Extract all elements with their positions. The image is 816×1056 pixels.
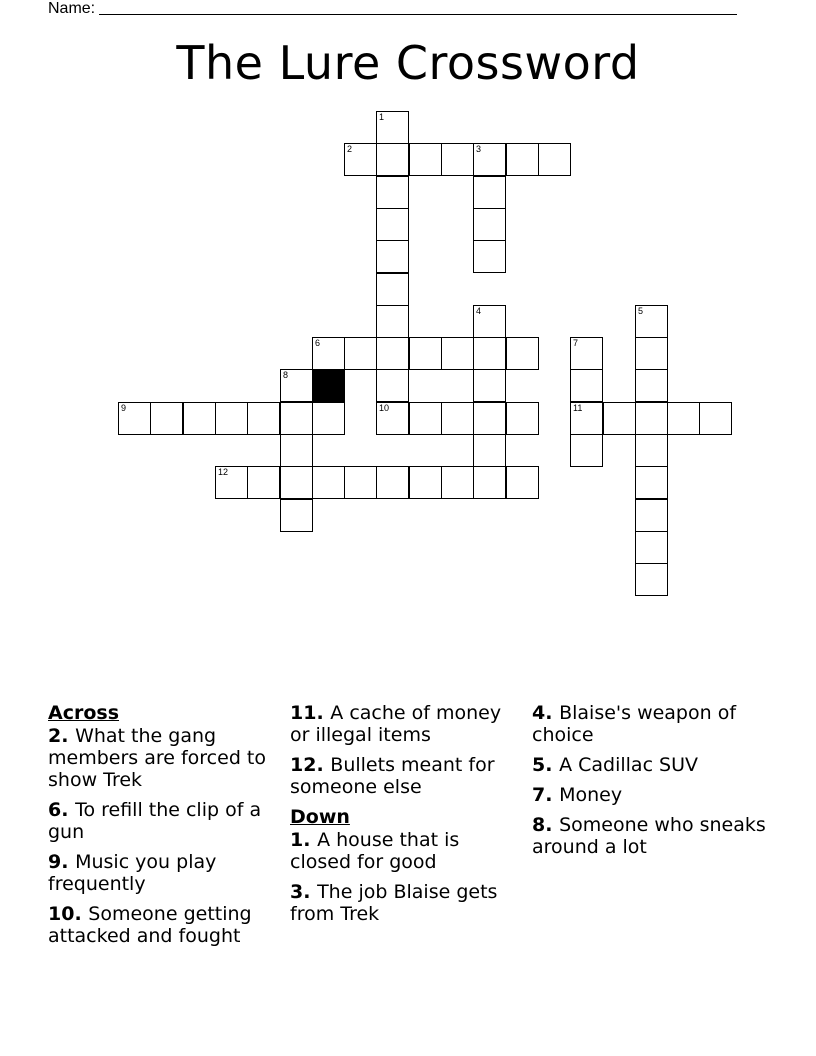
clue-item <box>290 702 526 746</box>
grid-cell[interactable] <box>473 176 506 209</box>
clue-number-dot: . <box>316 754 331 776</box>
grid-cell[interactable] <box>409 143 442 176</box>
grid-cell[interactable] <box>280 434 313 467</box>
grid-cell[interactable] <box>441 337 474 370</box>
grid-cell[interactable] <box>473 337 506 370</box>
clue-text: Someone who sneaks around a lot <box>532 814 766 858</box>
grid-cell[interactable] <box>376 208 409 241</box>
grid-cell[interactable] <box>150 402 183 435</box>
clue-number-dot: . <box>61 799 76 821</box>
grid-cell[interactable] <box>441 143 474 176</box>
clue-item <box>290 881 526 925</box>
grid-cell[interactable] <box>570 337 603 370</box>
grid-cell[interactable] <box>473 402 506 435</box>
cell-number: 7 <box>573 338 579 348</box>
clue-number: 10 <box>48 903 75 925</box>
clue-item <box>532 754 768 776</box>
grid-cell[interactable] <box>344 337 377 370</box>
grid-cell[interactable] <box>635 466 668 499</box>
clue-text: Blaise's weapon of choice <box>532 702 737 746</box>
clue-number: 12 <box>290 754 317 776</box>
grid-cell[interactable] <box>635 337 668 370</box>
clue-text: Money <box>559 784 623 806</box>
clue-item <box>290 829 526 873</box>
grid-cell[interactable] <box>635 369 668 402</box>
clue-number-dot: . <box>61 725 76 747</box>
page-title: The Lure Crossword <box>176 36 640 90</box>
clue-item <box>532 702 768 746</box>
grid-cell[interactable] <box>280 466 313 499</box>
grid-cell[interactable] <box>473 369 506 402</box>
grid-cell[interactable] <box>376 176 409 209</box>
grid-cell[interactable] <box>506 466 539 499</box>
clue-number: 9 <box>48 851 62 873</box>
clue-number-dot: . <box>303 829 318 851</box>
clue-item <box>290 754 526 798</box>
clue-number-dot: . <box>545 702 560 724</box>
grid-cell[interactable] <box>376 240 409 273</box>
clue-number: 5 <box>532 754 546 776</box>
clue-text: A Cadillac SUV <box>559 754 699 776</box>
clue-text: A house that is closed for good <box>290 829 460 873</box>
grid-cell[interactable] <box>409 337 442 370</box>
clue-text: Bullets meant for someone else <box>290 754 495 798</box>
clue-item <box>532 814 768 858</box>
clue-number-dot: . <box>74 903 89 925</box>
grid-block <box>312 369 345 402</box>
grid-cell[interactable] <box>473 305 506 338</box>
clue-number: 2 <box>48 725 62 747</box>
grid-cell[interactable] <box>473 466 506 499</box>
grid-cell[interactable] <box>376 143 409 176</box>
grid-cell[interactable] <box>344 466 377 499</box>
clue-number-dot: . <box>316 702 331 724</box>
grid-cell[interactable] <box>215 402 248 435</box>
clue-text: What the gang members are forced to show Trek <box>48 725 266 791</box>
clue-item <box>48 799 284 843</box>
cell-number: 3 <box>476 144 482 154</box>
cell-number: 4 <box>476 306 482 316</box>
cell-number: 8 <box>283 370 289 380</box>
cell-number: 10 <box>379 403 390 413</box>
grid-cell[interactable] <box>473 143 506 176</box>
grid-cell[interactable] <box>312 466 345 499</box>
cell-number: 9 <box>121 403 127 413</box>
clue-number-dot: . <box>545 754 560 776</box>
clue-text: The job Blaise gets from Trek <box>290 881 498 925</box>
cell-number: 5 <box>638 306 644 316</box>
clue-item <box>532 784 768 806</box>
grid-cell[interactable] <box>635 402 668 435</box>
grid-cell[interactable] <box>699 402 732 435</box>
clue-item <box>48 903 284 947</box>
grid-cell[interactable] <box>506 143 539 176</box>
grid-cell[interactable] <box>376 369 409 402</box>
clue-item <box>48 851 284 895</box>
grid-cell[interactable] <box>215 466 248 499</box>
name-label: Name: <box>48 0 96 17</box>
grid-cell[interactable] <box>376 337 409 370</box>
across-heading: Across <box>48 702 120 724</box>
clue-number-dot: . <box>61 851 76 873</box>
grid-cell[interactable] <box>280 402 313 435</box>
clue-number: 3 <box>290 881 304 903</box>
clue-number-dot: . <box>303 881 318 903</box>
clue-column-2 <box>290 702 526 933</box>
grid-cell[interactable] <box>409 402 442 435</box>
grid-cell[interactable] <box>183 402 216 435</box>
grid-cell[interactable] <box>312 402 345 435</box>
grid-cell[interactable] <box>603 402 636 435</box>
grid-cell[interactable] <box>538 143 571 176</box>
grid-cell[interactable] <box>635 531 668 564</box>
grid-cell[interactable] <box>376 402 409 435</box>
grid-cell[interactable] <box>570 402 603 435</box>
grid-cell[interactable] <box>118 402 151 435</box>
grid-cell[interactable] <box>667 402 700 435</box>
grid-cell[interactable] <box>473 434 506 467</box>
clue-number: 4 <box>532 702 546 724</box>
clue-column-1 <box>48 702 284 955</box>
grid-cell[interactable] <box>247 466 280 499</box>
clue-number: 6 <box>48 799 62 821</box>
grid-cell[interactable] <box>280 499 313 532</box>
clue-number: 1 <box>290 829 304 851</box>
clue-text: Music you play frequently <box>48 851 217 895</box>
clue-item <box>48 725 284 791</box>
cell-number: 6 <box>315 338 321 348</box>
grid-cell[interactable] <box>473 240 506 273</box>
grid-cell[interactable] <box>376 305 409 338</box>
clue-column-3 <box>532 702 768 866</box>
grid-cell[interactable] <box>635 563 668 596</box>
grid-cell[interactable] <box>570 369 603 402</box>
grid-cell[interactable] <box>506 402 539 435</box>
grid-cell[interactable] <box>247 402 280 435</box>
clue-number: 7 <box>532 784 546 806</box>
grid-cell[interactable] <box>376 273 409 306</box>
grid-cell[interactable] <box>312 337 345 370</box>
grid-cell[interactable] <box>570 434 603 467</box>
grid-cell[interactable] <box>635 434 668 467</box>
grid-cell[interactable] <box>409 466 442 499</box>
clue-number: 11 <box>290 702 317 724</box>
down-heading: Down <box>290 806 350 828</box>
clue-number-dot: . <box>545 784 560 806</box>
cell-number: 12 <box>218 467 229 477</box>
grid-cell[interactable] <box>280 369 313 402</box>
cell-number: 11 <box>573 403 583 413</box>
grid-cell[interactable] <box>506 337 539 370</box>
clue-number: 8 <box>532 814 546 836</box>
cell-number: 2 <box>347 144 353 154</box>
grid-cell[interactable] <box>473 208 506 241</box>
grid-cell[interactable] <box>441 466 474 499</box>
grid-cell[interactable] <box>376 466 409 499</box>
grid-cell[interactable] <box>635 305 668 338</box>
grid-cell[interactable] <box>635 499 668 532</box>
clue-text: Someone getting attacked and fought <box>48 903 252 947</box>
cell-number: 1 <box>379 112 385 122</box>
clue-text: A cache of money or illegal items <box>290 702 502 746</box>
grid-cell[interactable] <box>344 143 377 176</box>
clue-number-dot: . <box>545 814 560 836</box>
grid-cell[interactable] <box>376 111 409 144</box>
clue-text: To refill the clip of a gun <box>48 799 262 843</box>
grid-cell[interactable] <box>441 402 474 435</box>
